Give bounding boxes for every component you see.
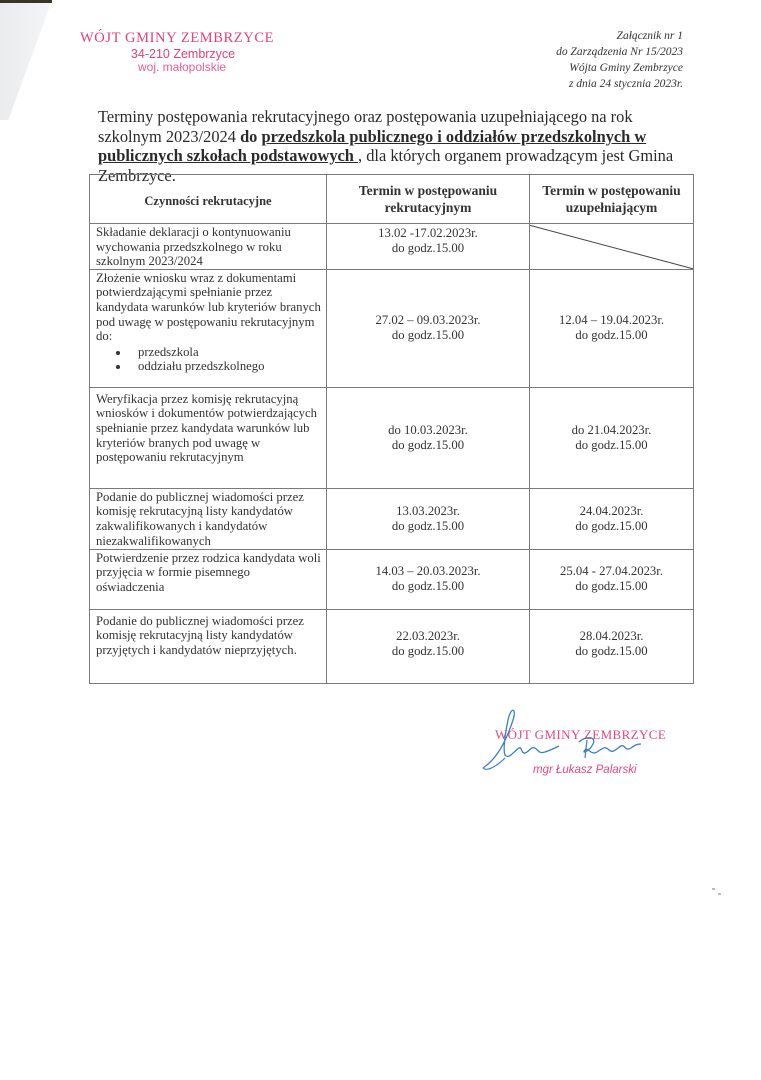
supplementary-term-cell-struck bbox=[530, 224, 694, 270]
table-row bbox=[90, 549, 694, 609]
activity-cell: Podanie do publicznej wiadomości przez komisję rekrutacyjną listy kandydatów przyjętych i kandydatów nieprzyjętych. bbox=[90, 609, 327, 683]
supplementary-term-cell bbox=[530, 609, 694, 683]
annex-line-2: do Zarządzenia Nr 15/2023 bbox=[556, 46, 683, 58]
scan-speck bbox=[712, 888, 715, 890]
recruitment-term-cell bbox=[327, 224, 530, 270]
scan-shadow-edge bbox=[0, 0, 52, 120]
activity-bullet-list bbox=[96, 345, 321, 374]
table-row bbox=[90, 488, 694, 549]
supplementary-term-cell bbox=[530, 387, 694, 488]
table-row bbox=[90, 269, 694, 387]
time-text: do godz.15.00 bbox=[391, 579, 465, 594]
recruitment-term-cell bbox=[327, 387, 530, 488]
date-text: do 10.03.2023r. bbox=[388, 422, 468, 437]
time-text: do godz.15.00 bbox=[391, 241, 465, 255]
date-text: 22.03.2023r. bbox=[396, 628, 460, 643]
table-row bbox=[90, 387, 694, 488]
bullet-item: • przedszkola bbox=[130, 345, 321, 360]
recruitment-term-cell bbox=[327, 269, 530, 387]
header-recruitment-term: Termin w postępowaniu rekrutacyjnym bbox=[327, 175, 530, 224]
activity-cell: Potwierdzenie przez rodzica kandydata woli przyjęcia w formie pisemnego oświadczenia bbox=[90, 549, 327, 609]
header-supplementary-term: Termin w postępowaniu uzupełniającym bbox=[530, 175, 694, 224]
time-text: do godz.15.00 bbox=[575, 328, 648, 343]
stamp-line-2: 34-210 Zembrzyce bbox=[130, 46, 236, 61]
annex-header bbox=[556, 28, 683, 92]
time-text: do godz.15.00 bbox=[575, 579, 648, 594]
signatory-name: mgr Łukasz Palarski bbox=[533, 764, 637, 776]
table-row bbox=[90, 609, 694, 683]
date-text: 27.02 – 09.03.2023r. bbox=[375, 313, 481, 328]
table-row bbox=[90, 224, 694, 270]
date-text: 13.02 -17.02.2023r. bbox=[378, 226, 478, 240]
bullet-item: • oddziału przedszkolnego bbox=[130, 359, 321, 374]
recruitment-term-cell bbox=[327, 549, 530, 609]
activity-cell: Podanie do publicznej wiadomości przez komisję rekrutacyjną listy kandydatów zakwalifikowanych i kandydatów niezakwalifikowanych bbox=[90, 488, 327, 549]
signature-block bbox=[475, 700, 705, 790]
time-text: do godz.15.00 bbox=[575, 643, 648, 658]
date-text: 13.03.2023r. bbox=[396, 503, 460, 518]
annex-line-4: z dnia 24 stycznia 2023r. bbox=[568, 78, 683, 90]
title-part-1: Terminy postępowania rekrutacyjnego oraz postępowania uzupełniającego na rok szkolnym 2023/2024 bbox=[98, 107, 633, 146]
recruitment-term-cell bbox=[327, 488, 530, 549]
scan-speck bbox=[718, 893, 721, 895]
recruitment-term-cell bbox=[327, 609, 530, 683]
supplementary-term-cell bbox=[530, 549, 694, 609]
activity-cell: Składanie deklaracji o kontynuowaniu wychowania przedszkolnego w roku szkolnym 2023/2024 bbox=[90, 224, 327, 270]
date-text: do 21.04.2023r. bbox=[571, 422, 652, 437]
activity-cell: Weryfikacja przez komisję rekrutacyjną wniosków i dokumentów potwierdzających spełnianie przez kandydata warunków lub kryteriów branych pod uwagę w postępowaniu rekrutacyjnym bbox=[90, 387, 327, 488]
activity-text: Złożenie wniosku wraz z dokumentami potwierdzającymi spełnianie przez kandydata warunków lub kryteriów branych pod uwagę w postępowaniu rekrutacyjnym do: bbox=[96, 270, 321, 344]
stamp-line-1: WÓJT GMINY ZEMBRZYCE bbox=[80, 30, 275, 46]
table-header-row bbox=[90, 175, 694, 224]
title-part-2: do bbox=[240, 126, 262, 146]
time-text: do godz.15.00 bbox=[391, 518, 465, 533]
time-text: do godz.15.00 bbox=[391, 643, 465, 658]
time-text: do godz.15.00 bbox=[391, 328, 465, 343]
date-text: 14.03 – 20.03.2023r. bbox=[375, 564, 481, 579]
supplementary-term-cell bbox=[530, 488, 694, 549]
time-text: do godz.15.00 bbox=[391, 437, 465, 452]
title-part-4: , dla których organem prowadzącym jest Gmina Zembrzyce. bbox=[98, 146, 674, 185]
scan-top-edge bbox=[0, 0, 52, 3]
date-text: 24.04.2023r. bbox=[579, 503, 644, 518]
supplementary-term-cell bbox=[530, 269, 694, 387]
header-activities: Czynności rekrutacyjne bbox=[90, 175, 327, 224]
date-text: 28.04.2023r. bbox=[579, 628, 644, 643]
date-text: 12.04 – 19.04.2023r. bbox=[558, 313, 665, 328]
time-text: do godz.15.00 bbox=[575, 518, 648, 533]
date-text: 25.04 - 27.04.2023r. bbox=[560, 564, 663, 579]
title-part-3: przedszkola publicznego i oddziałów przedszkolnych w publicznych szkołach podstawowych bbox=[98, 126, 647, 165]
office-stamp bbox=[80, 30, 274, 75]
time-text: do godz.15.00 bbox=[575, 437, 648, 452]
stamp-line-3: woj. małopolskie bbox=[138, 60, 227, 75]
activity-cell bbox=[90, 269, 327, 387]
annex-line-3: Wójta Gminy Zembrzyce bbox=[569, 62, 683, 74]
handwritten-signature-icon bbox=[475, 700, 705, 790]
schedule-table bbox=[89, 174, 694, 684]
signature-stamp: WÓJT GMINY ZEMBRZYCE bbox=[495, 727, 667, 742]
diagonal-strike-line bbox=[530, 224, 693, 269]
annex-line-1: Załącznik nr 1 bbox=[616, 30, 683, 42]
